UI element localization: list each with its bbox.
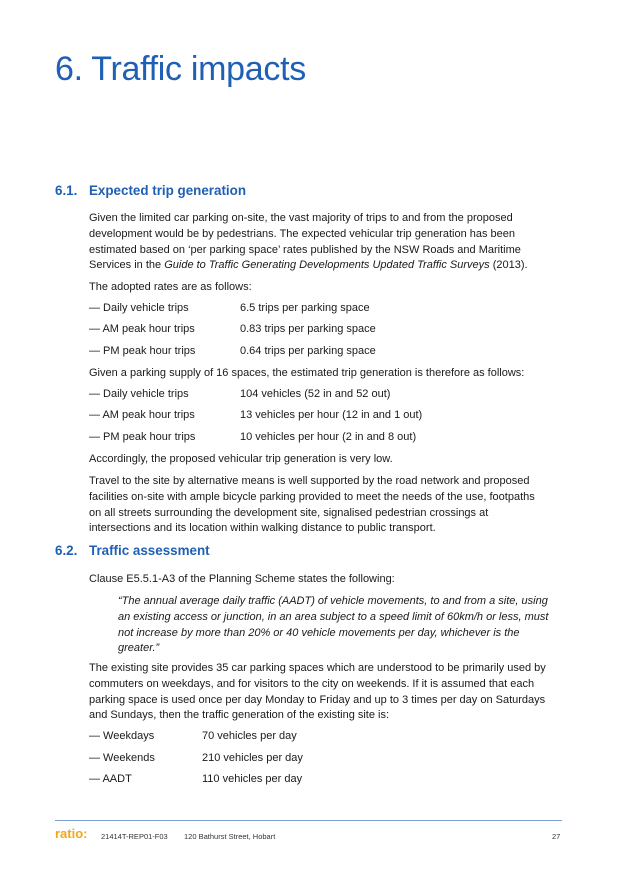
rate-value: 0.83 trips per parking space: [240, 323, 376, 335]
traffic-label: — Weekdays: [89, 730, 155, 742]
estimate-value: 104 vehicles (52 in and 52 out): [240, 388, 391, 400]
rate-value: 6.5 trips per parking space: [240, 302, 370, 314]
footer-divider: [55, 820, 562, 821]
text-line: Travel to the site by alternative means is well supported by the road network and proposed: [89, 475, 530, 487]
estimate-value: 13 vehicles per hour (12 in and 1 out): [240, 409, 423, 421]
text-line: [89, 258, 569, 274]
quote-line: greater.”: [118, 642, 160, 655]
text-span: Services in the: [89, 259, 165, 272]
rate-label: — PM peak hour trips: [89, 345, 196, 357]
paragraph-alternative-travel: [89, 474, 569, 537]
paragraph-intro: [89, 211, 569, 274]
quote-line: not increase by more than 20% or 40 vehicle movements per day, whichever is the: [118, 626, 520, 639]
rate-value: 0.64 trips per parking space: [240, 345, 376, 357]
rate-label: — Daily vehicle trips: [89, 302, 189, 314]
section-title: Traffic assessment: [89, 543, 210, 558]
section-number: 6.1.: [55, 183, 78, 198]
text-line: on all streets surrounding the development site, signalised pedestrian crossings at: [89, 506, 489, 519]
guide-title: Guide to Traffic Generating Developments Updated Traffic Surveys: [164, 259, 490, 272]
text-line: The existing site provides 35 car parking spaces which are understood to be primarily used by: [89, 662, 546, 674]
section-title: Expected trip generation: [89, 183, 246, 198]
clause-quote: [118, 594, 568, 657]
document-reference: 21414T-REP01-F03: [101, 832, 168, 841]
section-number: 6.2.: [55, 543, 78, 558]
text-line: commuters on weekdays, and for visitors to the city on weekends. If it is assumed that each: [89, 677, 535, 690]
traffic-value: 70 vehicles per day: [202, 730, 297, 742]
estimate-label: — Daily vehicle trips: [89, 388, 189, 400]
traffic-label: — Weekends: [89, 752, 155, 764]
text-line: parking space is used once per day Monday to Friday and up to 3 times per day on Saturdays: [89, 693, 546, 706]
paragraph-conclusion: Accordingly, the proposed vehicular trip generation is very low.: [89, 453, 393, 465]
page-title: 6. Traffic impacts: [55, 50, 306, 88]
text-line: facilities on-site with ample bicycle parking provided to meet the needs of the use, footpaths: [89, 490, 535, 503]
text-line: estimated based on ‘per parking space’ rates published by the NSW Roads and Maritime: [89, 243, 521, 256]
traffic-value: 210 vehicles per day: [202, 752, 303, 764]
paragraph-existing-site: [89, 661, 569, 724]
quote-line: an existing access or junction, in an area subject to a speed limit of 60km/h or less, must: [118, 610, 549, 623]
text-line: development would be by pedestrians. The expected vehicular trip generation has been: [89, 227, 516, 240]
section-heading-6-1: [55, 183, 246, 198]
paragraph-clause: Clause E5.5.1-A3 of the Planning Scheme states the following:: [89, 573, 395, 585]
quote-line: “The annual average daily traffic (AADT) of vehicle movements, to and from a site, using: [118, 595, 548, 607]
estimate-value: 10 vehicles per hour (2 in and 8 out): [240, 431, 417, 443]
paragraph-rates-intro: The adopted rates are as follows:: [89, 281, 252, 293]
page-number: 27: [552, 832, 561, 841]
ratio-logo: ratio:: [55, 826, 88, 841]
traffic-value: 110 vehicles per day: [202, 773, 303, 785]
text-span: (2013).: [489, 259, 528, 272]
text-line: and Sundays, then the traffic generation of the existing site is:: [89, 709, 390, 722]
project-address: 120 Bathurst Street, Hobart: [184, 832, 276, 841]
text-line: intersections and its location within walking distance to public transport.: [89, 522, 436, 535]
estimate-label: — AM peak hour trips: [89, 409, 195, 421]
section-heading-6-2: [55, 543, 210, 558]
text-line: Given the limited car parking on-site, the vast majority of trips to and from the proposed: [89, 212, 513, 224]
rate-label: — AM peak hour trips: [89, 323, 195, 335]
estimate-label: — PM peak hour trips: [89, 431, 196, 443]
paragraph-supply: Given a parking supply of 16 spaces, the estimated trip generation is therefore as follows:: [89, 367, 525, 379]
traffic-label: — AADT: [89, 773, 132, 785]
